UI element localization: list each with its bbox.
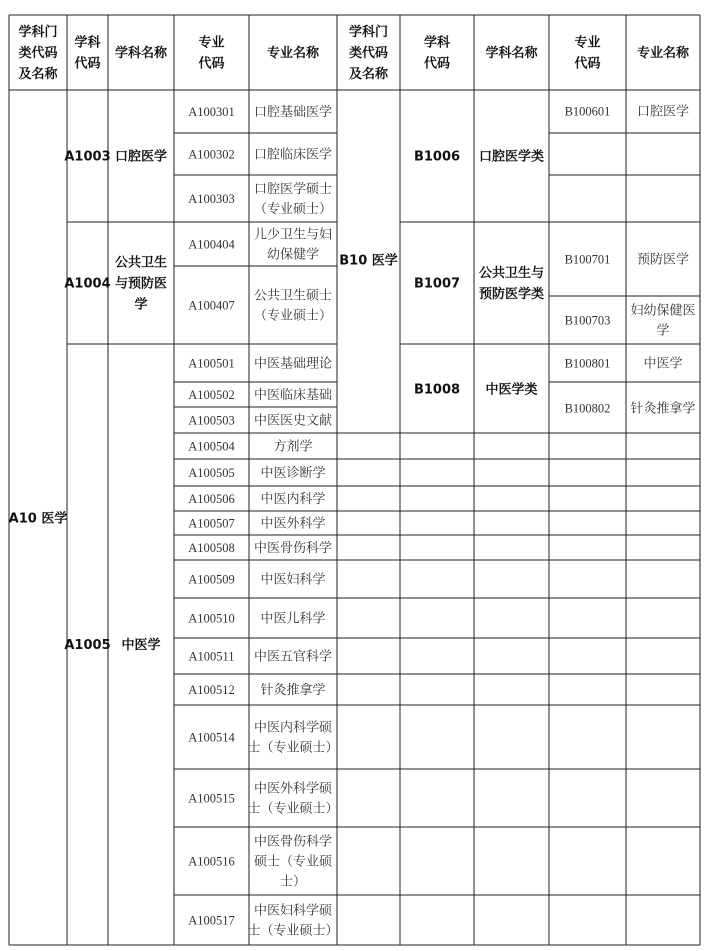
major-code-a-line: A100503 [188,413,235,428]
major-name-a [254,834,333,890]
major-name-a [254,413,332,429]
major-code-a-line: A100514 [188,730,235,745]
discipline-name-a-line: 学 [134,297,148,313]
discipline-code-b [414,277,460,292]
major-name-a-line: 中医诊断学 [260,466,326,481]
major-code-a [188,541,235,555]
header-major-code-a-line: 专业 [198,35,225,51]
discipline-code-a [64,638,110,653]
major-name-a [260,516,325,532]
major-name-a [254,356,332,372]
major-name-a-line: 中医临床基础 [253,388,333,403]
discipline-name-a-line: 口腔医学 [114,149,168,165]
major-name-a-line: 中医基础理论 [253,356,333,372]
major-name-a-line: 中医妇科学硕 [253,903,333,919]
major-code-a [188,517,235,531]
major-name-a [254,288,332,324]
header-discipline-code-a-line: 代码 [74,56,101,72]
major-name-a-line: 中医医史文献 [253,413,333,429]
major-name-a-line: 中医外科学硕 [253,781,333,797]
major-name-a [260,491,325,507]
header-major-code-b-line: 代码 [574,56,601,72]
major-name-a-line: 士（专业硕士） [247,923,339,939]
major-name-a-line: 士（专业硕士） [247,740,339,756]
major-code-a [188,731,235,745]
header-major-name-a [267,45,320,61]
header-discipline-code-b-line: 学科 [423,35,451,51]
major-name-a-line: 口腔基础医学 [253,105,333,120]
major-name-b-line: 中医学 [643,356,683,372]
major-code-a-line: A100512 [188,683,235,697]
header-category-b-line: 类代码 [348,46,389,61]
major-code-a-line: A100509 [188,572,235,587]
header-category-b-line: 学科门 [348,25,389,40]
major-code-a [188,573,235,587]
major-name-a [260,465,325,481]
major-name-a [254,387,332,403]
major-code-a [188,466,235,480]
discipline-code-b-line: B1006 [413,149,461,165]
major-code-b [565,357,611,371]
header-major-code-b-line: 专业 [574,35,601,51]
header-major-code-a-line: 代码 [198,56,225,72]
major-name-a [254,649,332,665]
major-code-a-line: A100404 [188,237,235,252]
discipline-name-a-line: 公共卫生 [114,255,168,271]
major-code-a-line: A100517 [188,913,235,928]
discipline-name-a [115,149,167,165]
major-code-a-line: A100507 [188,516,235,531]
discipline-name-b [479,149,544,165]
major-name-a-line: 针灸推拿学 [260,683,326,698]
major-name-a-line: 幼保健学 [266,247,320,263]
header-discipline-name-b [485,45,538,61]
discipline-name-a [115,255,167,313]
major-code-a [188,792,235,806]
major-name-a [260,682,325,698]
major-name-a [247,781,338,817]
major-name-a [247,720,338,756]
major-code-a [188,388,235,402]
major-name-b [637,253,689,268]
major-name-b [630,401,695,417]
major-code-a-line: A100501 [188,356,235,371]
category-b-label-line: B10 医学 [339,253,398,269]
discipline-name-b-line: 公共卫生与 [478,266,545,281]
header-discipline-name-b-line: 学科名称 [485,46,538,61]
major-code-a-line: A100504 [188,439,235,454]
discipline-code-b [414,383,460,398]
discipline-name-b-line: 中医学类 [485,382,538,398]
header-discipline-code-a [74,35,101,72]
discipline-code-b-line: B1008 [413,382,461,398]
header-discipline-name-a-line: 学科名称 [114,46,168,61]
major-name-b-line: 口腔医学 [636,104,690,120]
major-name-b [630,303,695,339]
header-category-b [349,24,389,82]
major-code-a [188,440,235,454]
major-name-a-line: 口腔临床医学 [253,147,333,163]
header-major-code-a [198,35,224,72]
major-name-a [260,572,325,588]
header-category-a-line: 及名称 [18,67,58,82]
major-code-a [188,238,235,252]
discipline-code-a [64,277,110,292]
major-code-b-line: B100703 [564,313,611,328]
major-name-a [273,440,312,455]
discipline-code-a-line: A1003 [64,149,111,165]
major-code-a [188,492,235,506]
discipline-name-b [485,382,537,398]
major-name-a-line: 中医妇科学 [260,572,326,588]
major-name-a-line: 中医骨伤科学 [253,541,333,556]
discipline-name-a-line: 与预防医 [114,276,168,292]
major-code-b [565,314,611,328]
major-code-a-line: A100407 [188,298,235,313]
major-code-a [188,148,235,162]
discipline-name-a-line: 中医学 [121,638,161,653]
header-major-name-b-line: 专业名称 [636,46,690,61]
major-name-a-line: 口腔医学硕士 [253,182,333,197]
major-code-a [188,855,235,869]
major-name-a [254,227,332,263]
discipline-name-b [479,265,544,302]
major-name-b-line: 学 [656,323,670,339]
table-grid [9,15,700,945]
discipline-code-a [64,150,110,165]
category-a-label-line: A10 医学 [8,511,68,527]
major-name-a [254,540,332,556]
major-code-a-line: A100303 [188,192,235,206]
major-name-a-line: 公共卫生硕士 [253,288,333,304]
major-name-a-line: 中医外科学 [260,516,326,532]
major-name-a-line: （专业硕士） [253,308,333,324]
header-major-name-b [637,45,690,61]
major-code-a-line: A100516 [188,854,235,869]
major-code-a [188,299,235,313]
header-discipline-code-b-line: 代码 [423,56,451,72]
major-code-a-line: A100502 [188,388,235,402]
major-code-b [565,402,611,416]
major-name-b [643,356,682,372]
major-name-b-line: 预防医学 [636,252,690,268]
major-code-a-line: A100505 [188,466,235,480]
major-code-a [188,650,234,664]
table-cells [9,24,696,939]
major-name-a [260,611,325,627]
major-code-a-line: A100302 [188,147,235,162]
header-discipline-name-a [115,45,168,61]
major-code-a [188,414,235,428]
major-name-a-line: 儿少卫生与妇 [253,227,333,243]
major-code-a-line: A100515 [188,791,235,806]
major-code-a-line: A100511 [188,649,235,664]
major-code-b-line: B100801 [564,356,611,371]
major-name-a-line: 士） [279,874,307,890]
discipline-code-b-line: B1007 [413,276,461,292]
major-name-a-line: 中医骨伤科学 [253,834,333,850]
major-code-a-line: A100508 [188,541,235,555]
discipline-code-a-line: A1005 [64,638,111,653]
header-category-a-line: 类代码 [18,46,58,61]
discipline-code-b [414,150,460,165]
header-discipline-code-b [424,35,451,72]
major-code-a [188,683,235,697]
major-code-b [565,253,611,267]
discipline-name-a [121,637,160,653]
major-name-a-line: 士（专业硕士） [247,801,339,817]
major-name-a [247,903,338,939]
major-name-b-line: 妇幼保健医 [630,303,696,319]
discipline-name-b-line: 预防医学类 [478,287,545,302]
major-name-a-line: 方剂学 [273,439,313,455]
major-name-a-line: 硕士（专业硕 [253,854,333,870]
header-category-a [18,24,58,82]
header-major-name-a-line: 专业名称 [266,46,320,61]
major-name-a-line: （专业硕士） [253,202,333,217]
header-category-a-line: 学科门 [18,25,58,40]
major-name-b [637,105,689,120]
category-a-label [9,511,68,527]
major-code-a [188,105,235,119]
major-name-a [254,104,332,120]
major-name-b-line: 针灸推拿学 [630,401,696,417]
major-code-b-line: B100601 [564,104,611,119]
category-b-label [339,253,398,269]
major-name-a-line: 中医儿科学 [260,611,326,627]
major-name-a [254,182,332,217]
header-category-b-line: 及名称 [348,67,389,82]
header-discipline-code-a-line: 学科 [74,35,101,51]
major-code-a-line: A100301 [188,105,235,119]
major-code-a [188,612,235,626]
discipline-code-a-line: A1004 [64,276,111,292]
major-name-a-line: 中医内科学 [260,492,326,507]
major-name-a [254,147,332,163]
header-major-code-b [574,35,600,72]
major-code-a-line: A100506 [188,492,235,506]
major-code-a-line: A100510 [188,611,235,626]
discipline-name-b-line: 口腔医学类 [478,149,545,165]
major-code-a [188,192,235,206]
major-code-b-line: B100701 [564,252,611,267]
major-name-a-line: 中医五官科学 [253,649,333,665]
major-code-a [188,357,235,371]
major-code-a [188,914,235,928]
major-code-b-line: B100802 [564,401,611,416]
major-name-a-line: 中医内科学硕 [253,720,333,736]
major-code-b [565,105,611,119]
